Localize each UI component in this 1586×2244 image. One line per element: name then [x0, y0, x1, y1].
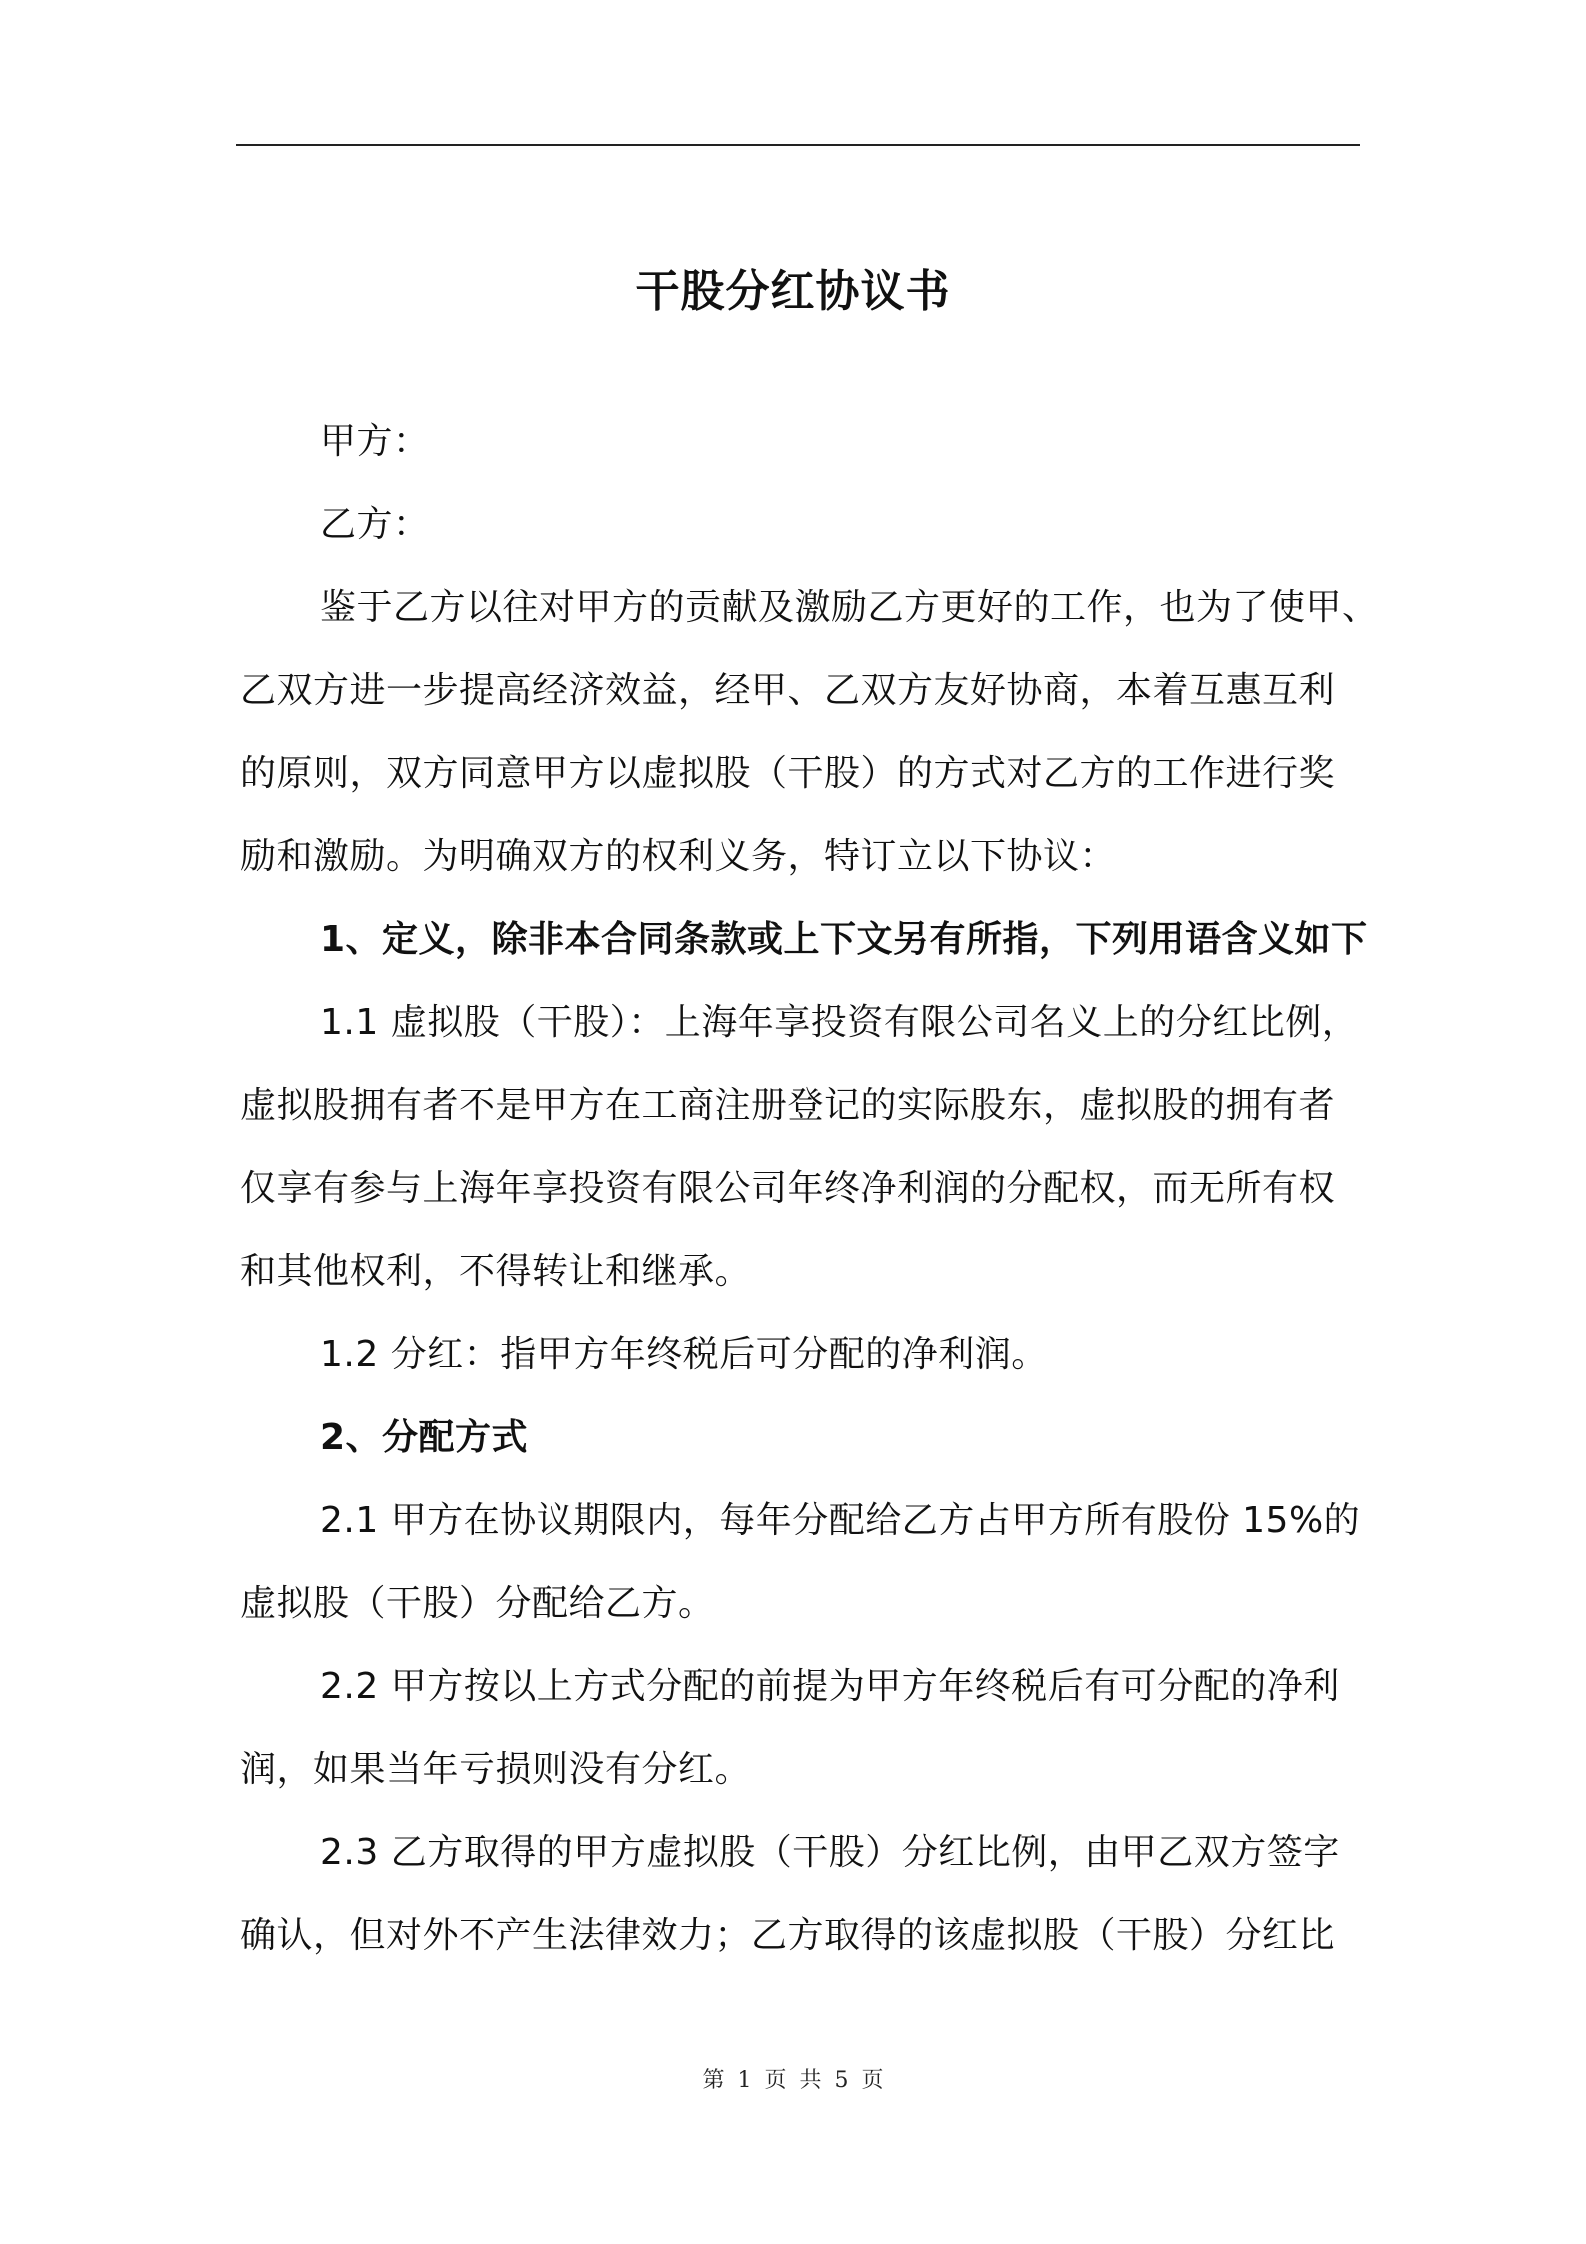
clause-2-1-line-2: 虚拟股（干股）分配给乙方。 [240, 1583, 715, 1624]
document-title: 干股分红协议书 [635, 266, 951, 317]
preamble-line-4: 励和激励。为明确双方的权利义务，特订立以下协议： [240, 836, 1117, 877]
clause-2-1-line-1: 2.1 甲方在协议期限内，每年分配给乙方占甲方所有股份 15%的 [320, 1500, 1361, 1541]
clause-1-1-line-4: 和其他权利，不得转让和继承。 [240, 1251, 752, 1292]
clause-2-3-line-1: 2.3 乙方取得的甲方虚拟股（干股）分红比例，由甲乙双方签字 [320, 1832, 1340, 1873]
clause-1-2-line: 1.2 分红：指甲方年终税后可分配的净利润。 [320, 1334, 1048, 1375]
section-2-heading: 2、分配方式 [320, 1417, 529, 1458]
preamble-line-3: 的原则，双方同意甲方以虚拟股（干股）的方式对乙方的工作进行奖 [240, 753, 1336, 794]
page-number: 第 1 页 共 5 页 [702, 2068, 884, 2093]
clause-1-1-line-1: 1.1 虚拟股（干股）：上海年享投资有限公司名义上的分红比例， [320, 1002, 1359, 1043]
preamble-line-2: 乙双方进一步提高经济效益，经甲、乙双方友好协商，本着互惠互利 [240, 670, 1336, 711]
clause-2-2-line-2: 润，如果当年亏损则没有分红。 [240, 1749, 752, 1790]
party-b-line: 乙方： [320, 504, 430, 545]
clause-2-2-line-1: 2.2 甲方按以上方式分配的前提为甲方年终税后有可分配的净利 [320, 1666, 1340, 1707]
party-a-line: 甲方： [320, 421, 430, 462]
document-body [240, 412, 1379, 1989]
section-1-heading: 1、定义，除非本合同条款或上下文另有所指，下列用语含义如下 [320, 919, 1368, 960]
preamble-line-1: 鉴于乙方以往对甲方的贡献及激励乙方更好的工作，也为了使甲、 [320, 587, 1379, 628]
clause-2-3-line-2: 确认，但对外不产生法律效力；乙方取得的该虚拟股（干股）分红比 [240, 1915, 1336, 1956]
header-rule [236, 144, 1360, 146]
clause-1-1-line-2: 虚拟股拥有者不是甲方在工商注册登记的实际股东，虚拟股的拥有者 [240, 1085, 1336, 1126]
clause-1-1-line-3: 仅享有参与上海年享投资有限公司年终净利润的分配权，而无所有权 [240, 1168, 1336, 1209]
